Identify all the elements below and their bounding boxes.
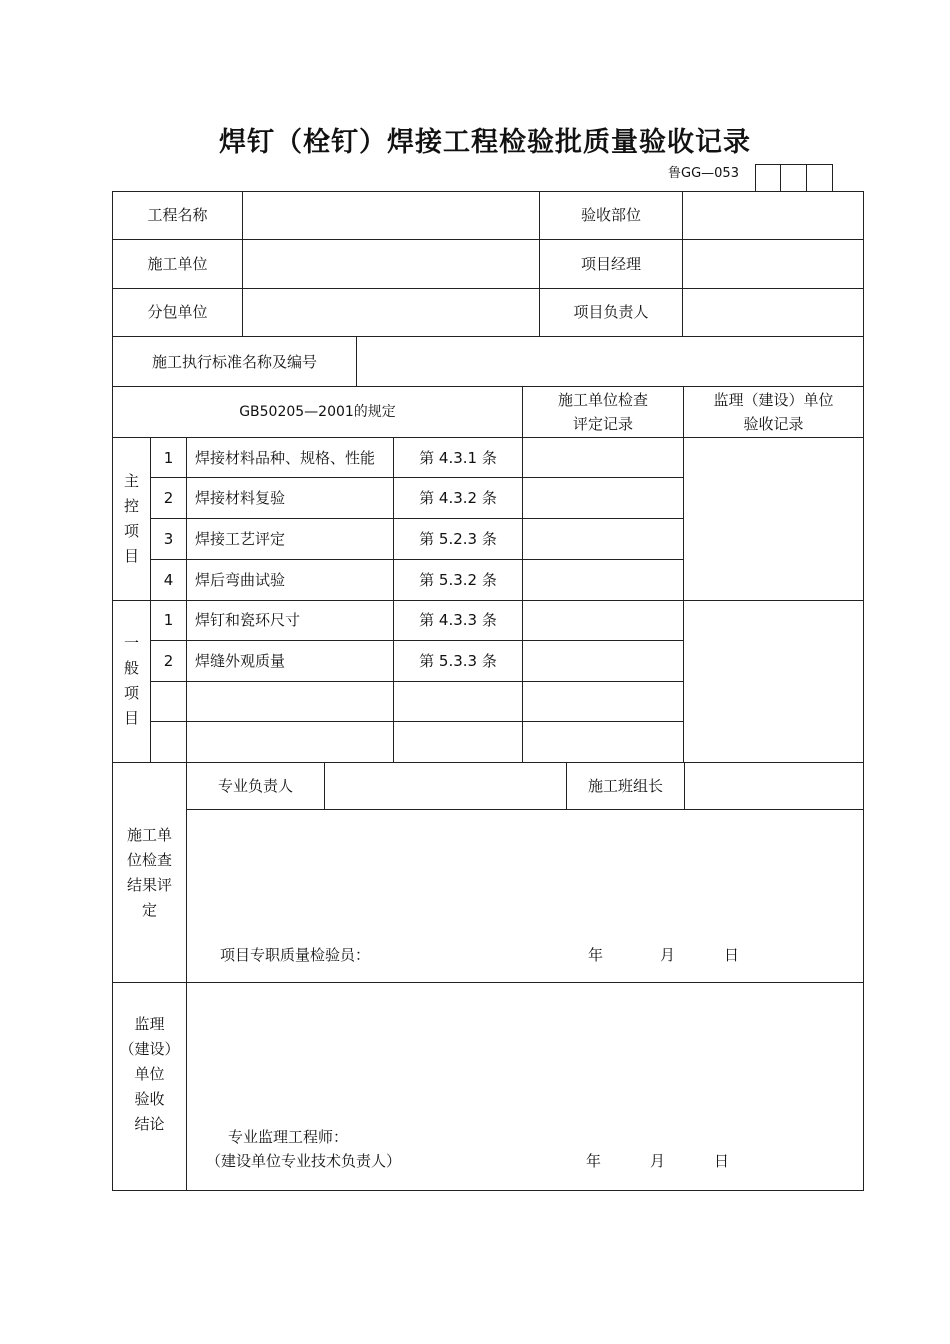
project-leader-label: 项目负责人	[573, 303, 649, 321]
result-day-label: 日	[724, 946, 740, 964]
supervision-conclusion-label: 监理 （建设） 单位 验收 结论	[119, 1015, 180, 1133]
construction-check-label: 施工单位检查	[557, 391, 648, 409]
acceptance-part-label: 验收部位	[580, 206, 641, 224]
subcontract-unit-label: 分包单位	[147, 303, 208, 321]
spec-label: GB50205—2001的规定	[239, 404, 396, 420]
result-year-label: 年	[588, 946, 604, 964]
page-title: 焊钉（栓钉）焊接工程检验批质量验收记录	[219, 127, 751, 158]
general-items-label: 一 般 项 目	[123, 634, 139, 727]
construction-unit-label: 施工单位	[147, 255, 208, 273]
acceptance-part-field[interactable]	[683, 192, 863, 239]
standard-label: 施工执行标准名称及编号	[151, 353, 317, 371]
construction-result-field[interactable]	[187, 810, 863, 935]
construction-result-label: 施工单 位检查 结果评 定	[126, 826, 172, 919]
team-leader-field[interactable]	[685, 763, 863, 809]
supervision-conclusion-field[interactable]	[187, 983, 863, 1123]
project-manager-field[interactable]	[683, 240, 863, 288]
conclusion-month-label: 月	[650, 1152, 666, 1170]
inspector-label: 项目专职质量检验员：	[220, 946, 371, 964]
project-name-field[interactable]	[243, 192, 539, 239]
result-month-label: 月	[660, 946, 676, 964]
construction-unit-field[interactable]	[243, 240, 539, 288]
project-manager-label: 项目经理	[580, 255, 641, 273]
conclusion-year-label: 年	[586, 1152, 602, 1170]
project-leader-field[interactable]	[683, 289, 863, 336]
subcontract-unit-field[interactable]	[243, 289, 539, 336]
project-name-label: 工程名称	[147, 206, 208, 224]
standard-field[interactable]	[357, 337, 863, 386]
supervision-label: 监理（建设）单位	[713, 391, 834, 409]
form-code: 鲁GG—053	[668, 166, 739, 181]
owner-label: （建设单位专业技术负责人）	[206, 1152, 402, 1170]
specialist-label: 专业负责人	[217, 777, 293, 795]
engineer-label: 专业监理工程师：	[228, 1128, 349, 1146]
conclusion-day-label: 日	[714, 1152, 730, 1170]
team-leader-label: 施工班组长	[587, 777, 663, 795]
main-control-label: 主 控 项 目	[123, 472, 139, 565]
construction-check-label-2: 评定记录	[572, 415, 633, 433]
supervision-label-2: 验收记录	[743, 415, 804, 433]
specialist-field[interactable]	[325, 763, 566, 809]
